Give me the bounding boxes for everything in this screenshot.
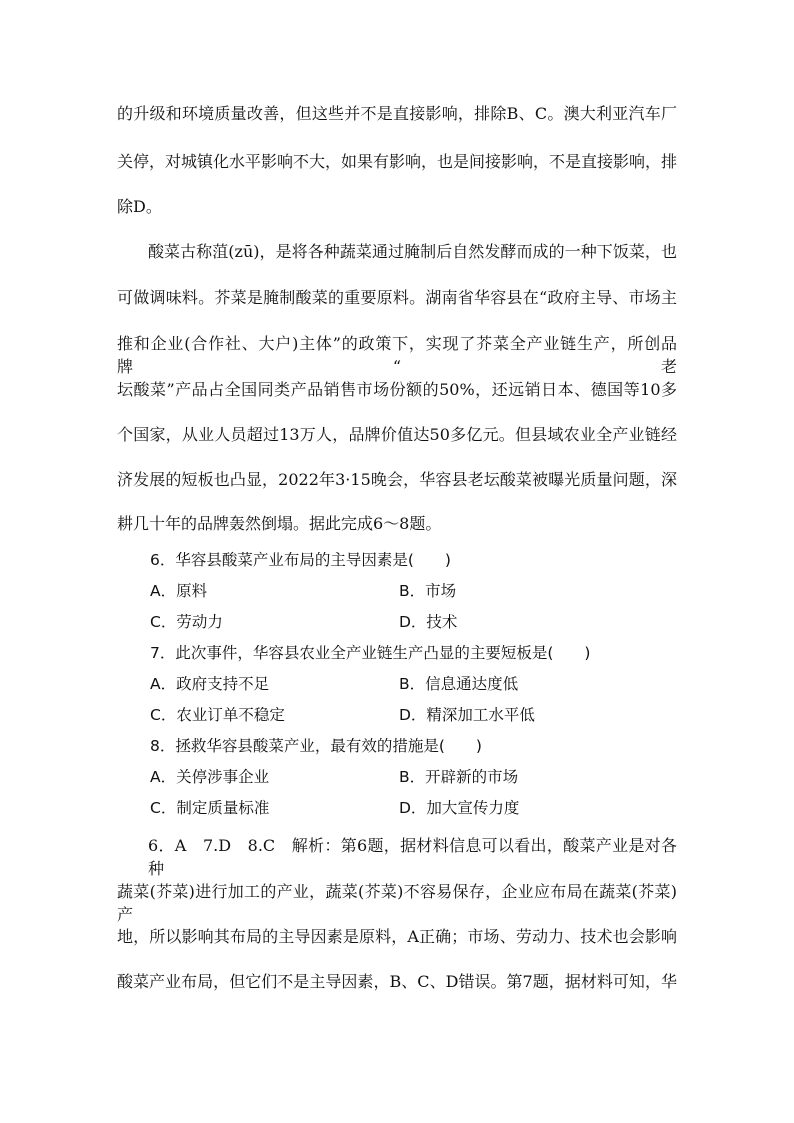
question-6-option-b: B．市场 — [399, 582, 457, 600]
intro-line-1: 的升级和环境质量改善，但这些并不是直接影响，排除B、C。澳大利亚汽车厂 — [117, 104, 677, 123]
material-line-2: 可做调味料。芥菜是腌制酸菜的重要原料。湖南省华容县在“政府主导、市场主 — [117, 288, 677, 307]
question-6-option-a: A．原料 — [150, 582, 208, 600]
question-8-option-d: D．加大宣传力度 — [399, 799, 520, 817]
question-7-option-c: C．农业订单不稳定 — [150, 706, 285, 724]
material-line-5: 个国家，从业人员超过13万人，品牌价值达50多亿元。但县域农业全产业链经 — [117, 425, 677, 444]
material-line-4: 坛酸菜”产品占全国同类产品销售市场份额的50%，还远销日本、德国等10多 — [117, 380, 677, 399]
question-7-stem: 7．此次事件，华容县农业全产业链生产凸显的主要短板是( ) — [150, 644, 591, 662]
question-7-option-b: B．信息通达度低 — [399, 675, 519, 693]
material-line-7: 耕几十年的品牌轰然倒塌。据此完成6～8题。 — [117, 514, 442, 533]
question-7-option-a: A．政府支持不足 — [150, 675, 270, 693]
intro-line-2: 关停，对城镇化水平影响不大，如果有影响，也是间接影响，不是直接影响，排 — [117, 152, 678, 171]
question-8-option-c: C．制定质量标准 — [150, 799, 270, 817]
material-line-6: 济发展的短板也凸显，2022年3·15晚会，华容县老坛酸菜被曝光质量问题，深 — [117, 470, 677, 489]
question-6-option-d: D．技术 — [399, 613, 458, 631]
question-6-option-c: C．劳动力 — [150, 613, 223, 631]
material-line-3: 推和企业(合作社、大户)主体”的政策下，实现了芥菜全产业链生产，所创品牌“老 — [117, 334, 677, 376]
answer-line-4: 酸菜产业布局，但它们不是主导因素，B、C、D错误。第7题，据材料可知，华 — [117, 972, 677, 991]
answer-line-3: 地，所以影响其布局的主导因素是原料，A正确；市场、劳动力、技术也会影响 — [117, 927, 677, 946]
question-7-option-d: D．精深加工水平低 — [399, 706, 535, 724]
question-8-stem: 8．拯救华容县酸菜产业，最有效的措施是( ) — [150, 737, 482, 755]
question-6-stem: 6．华容县酸菜产业布局的主导因素是( ) — [150, 551, 451, 569]
intro-line-3: 除D。 — [117, 197, 162, 216]
answer-line-1: 6．A 7.D 8.C 解析：第6题，据材料信息可以看出，酸菜产业是对各种 — [148, 836, 677, 878]
material-line-1: 酸菜古称菹(zū)，是将各种蔬菜通过腌制后自然发酵而成的一种下饭菜，也 — [148, 242, 677, 261]
question-8-option-a: A．关停涉事企业 — [150, 768, 270, 786]
answer-line-2: 蔬菜(芥菜)进行加工的产业，蔬菜(芥菜)不容易保存，企业应布局在蔬菜(芥菜)产 — [117, 882, 677, 924]
question-8-option-b: B．开辟新的市场 — [399, 768, 519, 786]
